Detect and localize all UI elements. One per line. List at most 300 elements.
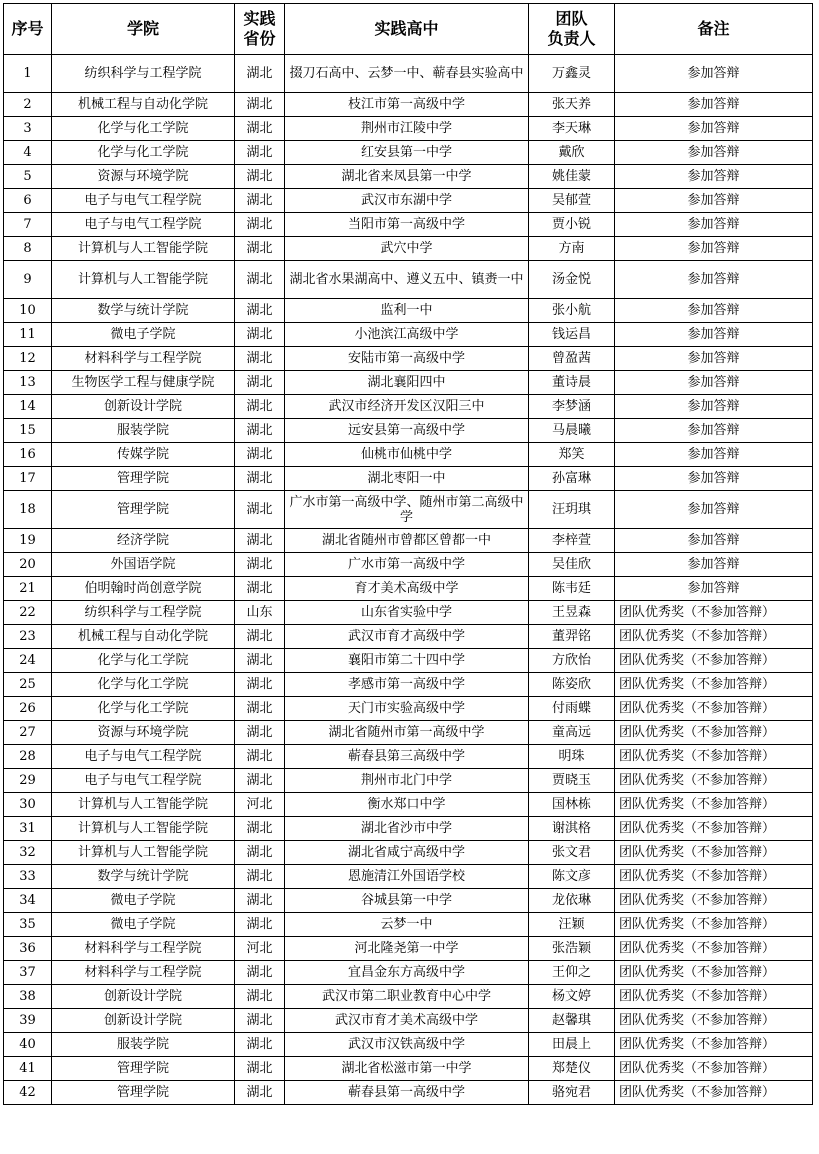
cell-note: 参加答辩 bbox=[615, 443, 813, 467]
table-row bbox=[4, 55, 813, 93]
table-row bbox=[4, 793, 813, 817]
cell-school: 远安县第一高级中学 bbox=[285, 419, 529, 443]
table-row bbox=[4, 443, 813, 467]
table-row bbox=[4, 817, 813, 841]
table-row bbox=[4, 1081, 813, 1105]
cell-school: 武汉市汉铁高级中学 bbox=[285, 1033, 529, 1057]
cell-college: 管理学院 bbox=[52, 467, 235, 491]
cell-college: 化学与化工学院 bbox=[52, 141, 235, 165]
cell-leader: 赵馨琪 bbox=[529, 1009, 615, 1033]
cell-leader: 汪颖 bbox=[529, 913, 615, 937]
cell-note: 团队优秀奖（不参加答辩） bbox=[615, 793, 813, 817]
cell-index: 22 bbox=[4, 601, 52, 625]
cell-note: 参加答辩 bbox=[615, 213, 813, 237]
cell-school: 当阳市第一高级中学 bbox=[285, 213, 529, 237]
cell-province: 湖北 bbox=[235, 577, 285, 601]
cell-index: 33 bbox=[4, 865, 52, 889]
cell-school: 湖北省沙市中学 bbox=[285, 817, 529, 841]
header-note: 备注 bbox=[615, 4, 813, 55]
header-index: 序号 bbox=[4, 4, 52, 55]
cell-note: 参加答辩 bbox=[615, 467, 813, 491]
cell-note: 参加答辩 bbox=[615, 93, 813, 117]
cell-index: 5 bbox=[4, 165, 52, 189]
cell-index: 29 bbox=[4, 769, 52, 793]
cell-school: 宜昌金东方高级中学 bbox=[285, 961, 529, 985]
cell-college: 资源与环境学院 bbox=[52, 721, 235, 745]
cell-index: 13 bbox=[4, 371, 52, 395]
cell-note: 参加答辩 bbox=[615, 117, 813, 141]
cell-index: 41 bbox=[4, 1057, 52, 1081]
cell-school: 湖北省随州市第一高级中学 bbox=[285, 721, 529, 745]
cell-school: 武汉市东湖中学 bbox=[285, 189, 529, 213]
cell-college: 微电子学院 bbox=[52, 323, 235, 347]
table-row bbox=[4, 347, 813, 371]
cell-college: 电子与电气工程学院 bbox=[52, 189, 235, 213]
cell-leader: 汤金悦 bbox=[529, 261, 615, 299]
cell-school: 湖北枣阳一中 bbox=[285, 467, 529, 491]
cell-index: 26 bbox=[4, 697, 52, 721]
cell-school: 湖北省水果湖高中、遵义五中、镇赉一中 bbox=[285, 261, 529, 299]
table-row bbox=[4, 419, 813, 443]
cell-province: 湖北 bbox=[235, 141, 285, 165]
cell-leader: 龙依琳 bbox=[529, 889, 615, 913]
cell-note: 团队优秀奖（不参加答辩） bbox=[615, 745, 813, 769]
cell-note: 参加答辩 bbox=[615, 189, 813, 213]
cell-college: 资源与环境学院 bbox=[52, 165, 235, 189]
cell-note: 团队优秀奖（不参加答辩） bbox=[615, 601, 813, 625]
cell-province: 湖北 bbox=[235, 985, 285, 1009]
cell-college: 伯明翰时尚创意学院 bbox=[52, 577, 235, 601]
table-row bbox=[4, 371, 813, 395]
cell-index: 28 bbox=[4, 745, 52, 769]
cell-index: 10 bbox=[4, 299, 52, 323]
cell-index: 11 bbox=[4, 323, 52, 347]
table-header bbox=[4, 4, 813, 55]
cell-leader: 李梦涵 bbox=[529, 395, 615, 419]
cell-leader: 杨文婷 bbox=[529, 985, 615, 1009]
cell-college: 服装学院 bbox=[52, 419, 235, 443]
cell-college: 材料科学与工程学院 bbox=[52, 347, 235, 371]
table-row bbox=[4, 491, 813, 529]
cell-leader: 姚佳蒙 bbox=[529, 165, 615, 189]
cell-index: 34 bbox=[4, 889, 52, 913]
cell-note: 团队优秀奖（不参加答辩） bbox=[615, 769, 813, 793]
cell-note: 参加答辩 bbox=[615, 347, 813, 371]
header-college: 学院 bbox=[52, 4, 235, 55]
cell-college: 计算机与人工智能学院 bbox=[52, 817, 235, 841]
cell-province: 湖北 bbox=[235, 491, 285, 529]
cell-province: 湖北 bbox=[235, 467, 285, 491]
cell-province: 湖北 bbox=[235, 961, 285, 985]
cell-school: 育才美术高级中学 bbox=[285, 577, 529, 601]
cell-college: 化学与化工学院 bbox=[52, 117, 235, 141]
cell-note: 团队优秀奖（不参加答辩） bbox=[615, 937, 813, 961]
cell-college: 计算机与人工智能学院 bbox=[52, 793, 235, 817]
cell-college: 服装学院 bbox=[52, 1033, 235, 1057]
cell-province: 湖北 bbox=[235, 189, 285, 213]
cell-province: 湖北 bbox=[235, 395, 285, 419]
table-row bbox=[4, 673, 813, 697]
cell-school: 安陆市第一高级中学 bbox=[285, 347, 529, 371]
cell-province: 湖北 bbox=[235, 913, 285, 937]
cell-leader: 方南 bbox=[529, 237, 615, 261]
cell-index: 4 bbox=[4, 141, 52, 165]
cell-school: 湖北省松滋市第一中学 bbox=[285, 1057, 529, 1081]
cell-leader: 王昱森 bbox=[529, 601, 615, 625]
cell-college: 电子与电气工程学院 bbox=[52, 745, 235, 769]
table-row bbox=[4, 141, 813, 165]
cell-note: 参加答辩 bbox=[615, 141, 813, 165]
cell-note: 参加答辩 bbox=[615, 577, 813, 601]
cell-college: 创新设计学院 bbox=[52, 1009, 235, 1033]
cell-college: 电子与电气工程学院 bbox=[52, 213, 235, 237]
cell-school: 荆州市江陵中学 bbox=[285, 117, 529, 141]
cell-college: 机械工程与自动化学院 bbox=[52, 625, 235, 649]
cell-leader: 张浩颖 bbox=[529, 937, 615, 961]
header-leader: 团队 负责人 bbox=[529, 4, 615, 55]
cell-school: 小池滨江高级中学 bbox=[285, 323, 529, 347]
cell-leader: 董诗晨 bbox=[529, 371, 615, 395]
cell-province: 湖北 bbox=[235, 419, 285, 443]
cell-school: 山东省实验中学 bbox=[285, 601, 529, 625]
cell-note: 参加答辩 bbox=[615, 261, 813, 299]
table-row bbox=[4, 1033, 813, 1057]
table-row bbox=[4, 299, 813, 323]
table-row bbox=[4, 697, 813, 721]
cell-index: 38 bbox=[4, 985, 52, 1009]
header-province: 实践 省份 bbox=[235, 4, 285, 55]
header-school: 实践高中 bbox=[285, 4, 529, 55]
cell-index: 6 bbox=[4, 189, 52, 213]
table-row bbox=[4, 93, 813, 117]
cell-province: 湖北 bbox=[235, 649, 285, 673]
cell-leader: 孙富琳 bbox=[529, 467, 615, 491]
cell-leader: 曾盈茜 bbox=[529, 347, 615, 371]
cell-note: 团队优秀奖（不参加答辩） bbox=[615, 841, 813, 865]
cell-college: 计算机与人工智能学院 bbox=[52, 261, 235, 299]
cell-index: 19 bbox=[4, 529, 52, 553]
cell-index: 40 bbox=[4, 1033, 52, 1057]
cell-school: 武汉市育才高级中学 bbox=[285, 625, 529, 649]
cell-school: 红安县第一中学 bbox=[285, 141, 529, 165]
cell-leader: 贾晓玉 bbox=[529, 769, 615, 793]
cell-school: 武穴中学 bbox=[285, 237, 529, 261]
table-row bbox=[4, 323, 813, 347]
cell-province: 湖北 bbox=[235, 769, 285, 793]
cell-leader: 汪玥琪 bbox=[529, 491, 615, 529]
cell-school: 武汉市第二职业教育中心中学 bbox=[285, 985, 529, 1009]
cell-leader: 王仰之 bbox=[529, 961, 615, 985]
cell-note: 参加答辩 bbox=[615, 491, 813, 529]
cell-note: 参加答辩 bbox=[615, 371, 813, 395]
cell-province: 山东 bbox=[235, 601, 285, 625]
table-row bbox=[4, 745, 813, 769]
cell-note: 参加答辩 bbox=[615, 419, 813, 443]
cell-leader: 李梓萱 bbox=[529, 529, 615, 553]
table-row bbox=[4, 841, 813, 865]
table-row bbox=[4, 165, 813, 189]
cell-school: 掇刀石高中、云梦一中、蕲春县实验高中 bbox=[285, 55, 529, 93]
cell-college: 微电子学院 bbox=[52, 889, 235, 913]
cell-index: 8 bbox=[4, 237, 52, 261]
cell-index: 18 bbox=[4, 491, 52, 529]
cell-province: 湖北 bbox=[235, 323, 285, 347]
table-row bbox=[4, 1057, 813, 1081]
table-row bbox=[4, 553, 813, 577]
cell-province: 湖北 bbox=[235, 213, 285, 237]
table-row bbox=[4, 117, 813, 141]
cell-province: 湖北 bbox=[235, 625, 285, 649]
cell-note: 团队优秀奖（不参加答辩） bbox=[615, 1009, 813, 1033]
cell-leader: 贾小锐 bbox=[529, 213, 615, 237]
cell-province: 湖北 bbox=[235, 299, 285, 323]
cell-index: 3 bbox=[4, 117, 52, 141]
header-row bbox=[4, 4, 813, 55]
cell-province: 湖北 bbox=[235, 841, 285, 865]
cell-province: 湖北 bbox=[235, 1057, 285, 1081]
cell-province: 湖北 bbox=[235, 817, 285, 841]
cell-college: 化学与化工学院 bbox=[52, 649, 235, 673]
cell-college: 计算机与人工智能学院 bbox=[52, 237, 235, 261]
cell-province: 湖北 bbox=[235, 1009, 285, 1033]
cell-province: 湖北 bbox=[235, 697, 285, 721]
table-row bbox=[4, 601, 813, 625]
table-row bbox=[4, 889, 813, 913]
cell-index: 32 bbox=[4, 841, 52, 865]
cell-province: 湖北 bbox=[235, 889, 285, 913]
cell-province: 湖北 bbox=[235, 165, 285, 189]
cell-index: 21 bbox=[4, 577, 52, 601]
cell-college: 纺织科学与工程学院 bbox=[52, 601, 235, 625]
table-row bbox=[4, 577, 813, 601]
cell-leader: 李天琳 bbox=[529, 117, 615, 141]
cell-province: 湖北 bbox=[235, 371, 285, 395]
cell-note: 团队优秀奖（不参加答辩） bbox=[615, 865, 813, 889]
cell-school: 云梦一中 bbox=[285, 913, 529, 937]
cell-note: 参加答辩 bbox=[615, 55, 813, 93]
cell-province: 湖北 bbox=[235, 1033, 285, 1057]
cell-leader: 吴佳欣 bbox=[529, 553, 615, 577]
cell-index: 12 bbox=[4, 347, 52, 371]
table-row bbox=[4, 529, 813, 553]
cell-leader: 董羿铭 bbox=[529, 625, 615, 649]
cell-index: 20 bbox=[4, 553, 52, 577]
cell-school: 湖北襄阳四中 bbox=[285, 371, 529, 395]
cell-school: 襄阳市第二十四中学 bbox=[285, 649, 529, 673]
team-list-table bbox=[3, 3, 813, 1105]
cell-college: 创新设计学院 bbox=[52, 395, 235, 419]
cell-college: 经济学院 bbox=[52, 529, 235, 553]
cell-province: 湖北 bbox=[235, 237, 285, 261]
cell-index: 23 bbox=[4, 625, 52, 649]
cell-college: 化学与化工学院 bbox=[52, 697, 235, 721]
cell-leader: 田晨上 bbox=[529, 1033, 615, 1057]
cell-leader: 付雨蝶 bbox=[529, 697, 615, 721]
cell-province: 湖北 bbox=[235, 673, 285, 697]
cell-school: 枝江市第一高级中学 bbox=[285, 93, 529, 117]
cell-index: 35 bbox=[4, 913, 52, 937]
table-row bbox=[4, 721, 813, 745]
cell-college: 电子与电气工程学院 bbox=[52, 769, 235, 793]
cell-leader: 张小航 bbox=[529, 299, 615, 323]
cell-index: 27 bbox=[4, 721, 52, 745]
cell-leader: 谢淇格 bbox=[529, 817, 615, 841]
cell-index: 30 bbox=[4, 793, 52, 817]
cell-college: 传媒学院 bbox=[52, 443, 235, 467]
table-row bbox=[4, 237, 813, 261]
cell-note: 团队优秀奖（不参加答辩） bbox=[615, 673, 813, 697]
cell-index: 7 bbox=[4, 213, 52, 237]
cell-leader: 张文君 bbox=[529, 841, 615, 865]
table-row bbox=[4, 213, 813, 237]
table-row bbox=[4, 913, 813, 937]
cell-province: 湖北 bbox=[235, 721, 285, 745]
cell-school: 仙桃市仙桃中学 bbox=[285, 443, 529, 467]
cell-note: 团队优秀奖（不参加答辩） bbox=[615, 721, 813, 745]
cell-province: 湖北 bbox=[235, 443, 285, 467]
table-row bbox=[4, 961, 813, 985]
cell-index: 25 bbox=[4, 673, 52, 697]
cell-leader: 骆宛君 bbox=[529, 1081, 615, 1105]
cell-province: 湖北 bbox=[235, 865, 285, 889]
cell-college: 微电子学院 bbox=[52, 913, 235, 937]
cell-college: 数学与统计学院 bbox=[52, 299, 235, 323]
cell-school: 恩施清江外国语学校 bbox=[285, 865, 529, 889]
cell-province: 湖北 bbox=[235, 261, 285, 299]
cell-leader: 吴郁萱 bbox=[529, 189, 615, 213]
cell-note: 团队优秀奖（不参加答辩） bbox=[615, 649, 813, 673]
cell-index: 16 bbox=[4, 443, 52, 467]
cell-school: 谷城县第一中学 bbox=[285, 889, 529, 913]
cell-note: 团队优秀奖（不参加答辩） bbox=[615, 961, 813, 985]
cell-school: 荆州市北门中学 bbox=[285, 769, 529, 793]
cell-school: 武汉市育才美术高级中学 bbox=[285, 1009, 529, 1033]
cell-province: 湖北 bbox=[235, 55, 285, 93]
table-row bbox=[4, 937, 813, 961]
cell-college: 外国语学院 bbox=[52, 553, 235, 577]
cell-note: 参加答辩 bbox=[615, 323, 813, 347]
cell-note: 团队优秀奖（不参加答辩） bbox=[615, 1033, 813, 1057]
table-row bbox=[4, 1009, 813, 1033]
table-body bbox=[4, 55, 813, 1105]
table-row bbox=[4, 865, 813, 889]
cell-leader: 戴欣 bbox=[529, 141, 615, 165]
cell-note: 团队优秀奖（不参加答辩） bbox=[615, 1081, 813, 1105]
cell-school: 湖北省随州市曾都区曾都一中 bbox=[285, 529, 529, 553]
cell-note: 参加答辩 bbox=[615, 529, 813, 553]
cell-note: 团队优秀奖（不参加答辩） bbox=[615, 625, 813, 649]
table-row bbox=[4, 625, 813, 649]
cell-school: 孝感市第一高级中学 bbox=[285, 673, 529, 697]
cell-college: 机械工程与自动化学院 bbox=[52, 93, 235, 117]
table-row bbox=[4, 395, 813, 419]
cell-note: 团队优秀奖（不参加答辩） bbox=[615, 697, 813, 721]
cell-school: 湖北省咸宁高级中学 bbox=[285, 841, 529, 865]
cell-college: 化学与化工学院 bbox=[52, 673, 235, 697]
cell-leader: 万鑫灵 bbox=[529, 55, 615, 93]
cell-college: 管理学院 bbox=[52, 491, 235, 529]
cell-note: 参加答辩 bbox=[615, 553, 813, 577]
table-row bbox=[4, 261, 813, 299]
cell-index: 42 bbox=[4, 1081, 52, 1105]
table-row bbox=[4, 985, 813, 1009]
cell-note: 团队优秀奖（不参加答辩） bbox=[615, 985, 813, 1009]
cell-leader: 马晨曦 bbox=[529, 419, 615, 443]
cell-college: 管理学院 bbox=[52, 1057, 235, 1081]
cell-school: 湖北省来凤县第一中学 bbox=[285, 165, 529, 189]
cell-province: 河北 bbox=[235, 793, 285, 817]
table-row bbox=[4, 467, 813, 491]
cell-leader: 钱运昌 bbox=[529, 323, 615, 347]
cell-school: 天门市实验高级中学 bbox=[285, 697, 529, 721]
cell-province: 湖北 bbox=[235, 117, 285, 141]
cell-college: 纺织科学与工程学院 bbox=[52, 55, 235, 93]
cell-note: 团队优秀奖（不参加答辩） bbox=[615, 889, 813, 913]
cell-index: 14 bbox=[4, 395, 52, 419]
table-row bbox=[4, 649, 813, 673]
cell-college: 材料科学与工程学院 bbox=[52, 961, 235, 985]
cell-index: 9 bbox=[4, 261, 52, 299]
cell-college: 数学与统计学院 bbox=[52, 865, 235, 889]
cell-school: 河北隆尧第一中学 bbox=[285, 937, 529, 961]
cell-index: 36 bbox=[4, 937, 52, 961]
cell-leader: 陈姿欣 bbox=[529, 673, 615, 697]
cell-college: 计算机与人工智能学院 bbox=[52, 841, 235, 865]
cell-province: 河北 bbox=[235, 937, 285, 961]
cell-school: 蕲春县第一高级中学 bbox=[285, 1081, 529, 1105]
cell-leader: 国林栋 bbox=[529, 793, 615, 817]
cell-college: 材料科学与工程学院 bbox=[52, 937, 235, 961]
cell-index: 37 bbox=[4, 961, 52, 985]
cell-note: 参加答辩 bbox=[615, 165, 813, 189]
cell-note: 团队优秀奖（不参加答辩） bbox=[615, 817, 813, 841]
cell-index: 31 bbox=[4, 817, 52, 841]
cell-index: 2 bbox=[4, 93, 52, 117]
table-row bbox=[4, 189, 813, 213]
cell-leader: 童高远 bbox=[529, 721, 615, 745]
cell-note: 团队优秀奖（不参加答辩） bbox=[615, 913, 813, 937]
cell-province: 湖北 bbox=[235, 93, 285, 117]
cell-school: 蕲春县第三高级中学 bbox=[285, 745, 529, 769]
cell-province: 湖北 bbox=[235, 745, 285, 769]
cell-leader: 陈文彦 bbox=[529, 865, 615, 889]
table-row bbox=[4, 769, 813, 793]
cell-province: 湖北 bbox=[235, 347, 285, 371]
cell-college: 管理学院 bbox=[52, 1081, 235, 1105]
cell-note: 参加答辩 bbox=[615, 395, 813, 419]
cell-province: 湖北 bbox=[235, 553, 285, 577]
cell-index: 1 bbox=[4, 55, 52, 93]
cell-index: 24 bbox=[4, 649, 52, 673]
cell-leader: 陈韦廷 bbox=[529, 577, 615, 601]
cell-note: 参加答辩 bbox=[615, 299, 813, 323]
cell-leader: 明珠 bbox=[529, 745, 615, 769]
cell-school: 武汉市经济开发区汉阳三中 bbox=[285, 395, 529, 419]
cell-leader: 郑笑 bbox=[529, 443, 615, 467]
cell-leader: 方欣怡 bbox=[529, 649, 615, 673]
cell-school: 衡水郑口中学 bbox=[285, 793, 529, 817]
cell-college: 创新设计学院 bbox=[52, 985, 235, 1009]
cell-school: 广水市第一高级中学、随州市第二高级中学 bbox=[285, 491, 529, 529]
cell-note: 团队优秀奖（不参加答辩） bbox=[615, 1057, 813, 1081]
cell-college: 生物医学工程与健康学院 bbox=[52, 371, 235, 395]
cell-index: 39 bbox=[4, 1009, 52, 1033]
cell-school: 监利一中 bbox=[285, 299, 529, 323]
cell-school: 广水市第一高级中学 bbox=[285, 553, 529, 577]
cell-index: 15 bbox=[4, 419, 52, 443]
cell-province: 湖北 bbox=[235, 529, 285, 553]
cell-note: 参加答辩 bbox=[615, 237, 813, 261]
